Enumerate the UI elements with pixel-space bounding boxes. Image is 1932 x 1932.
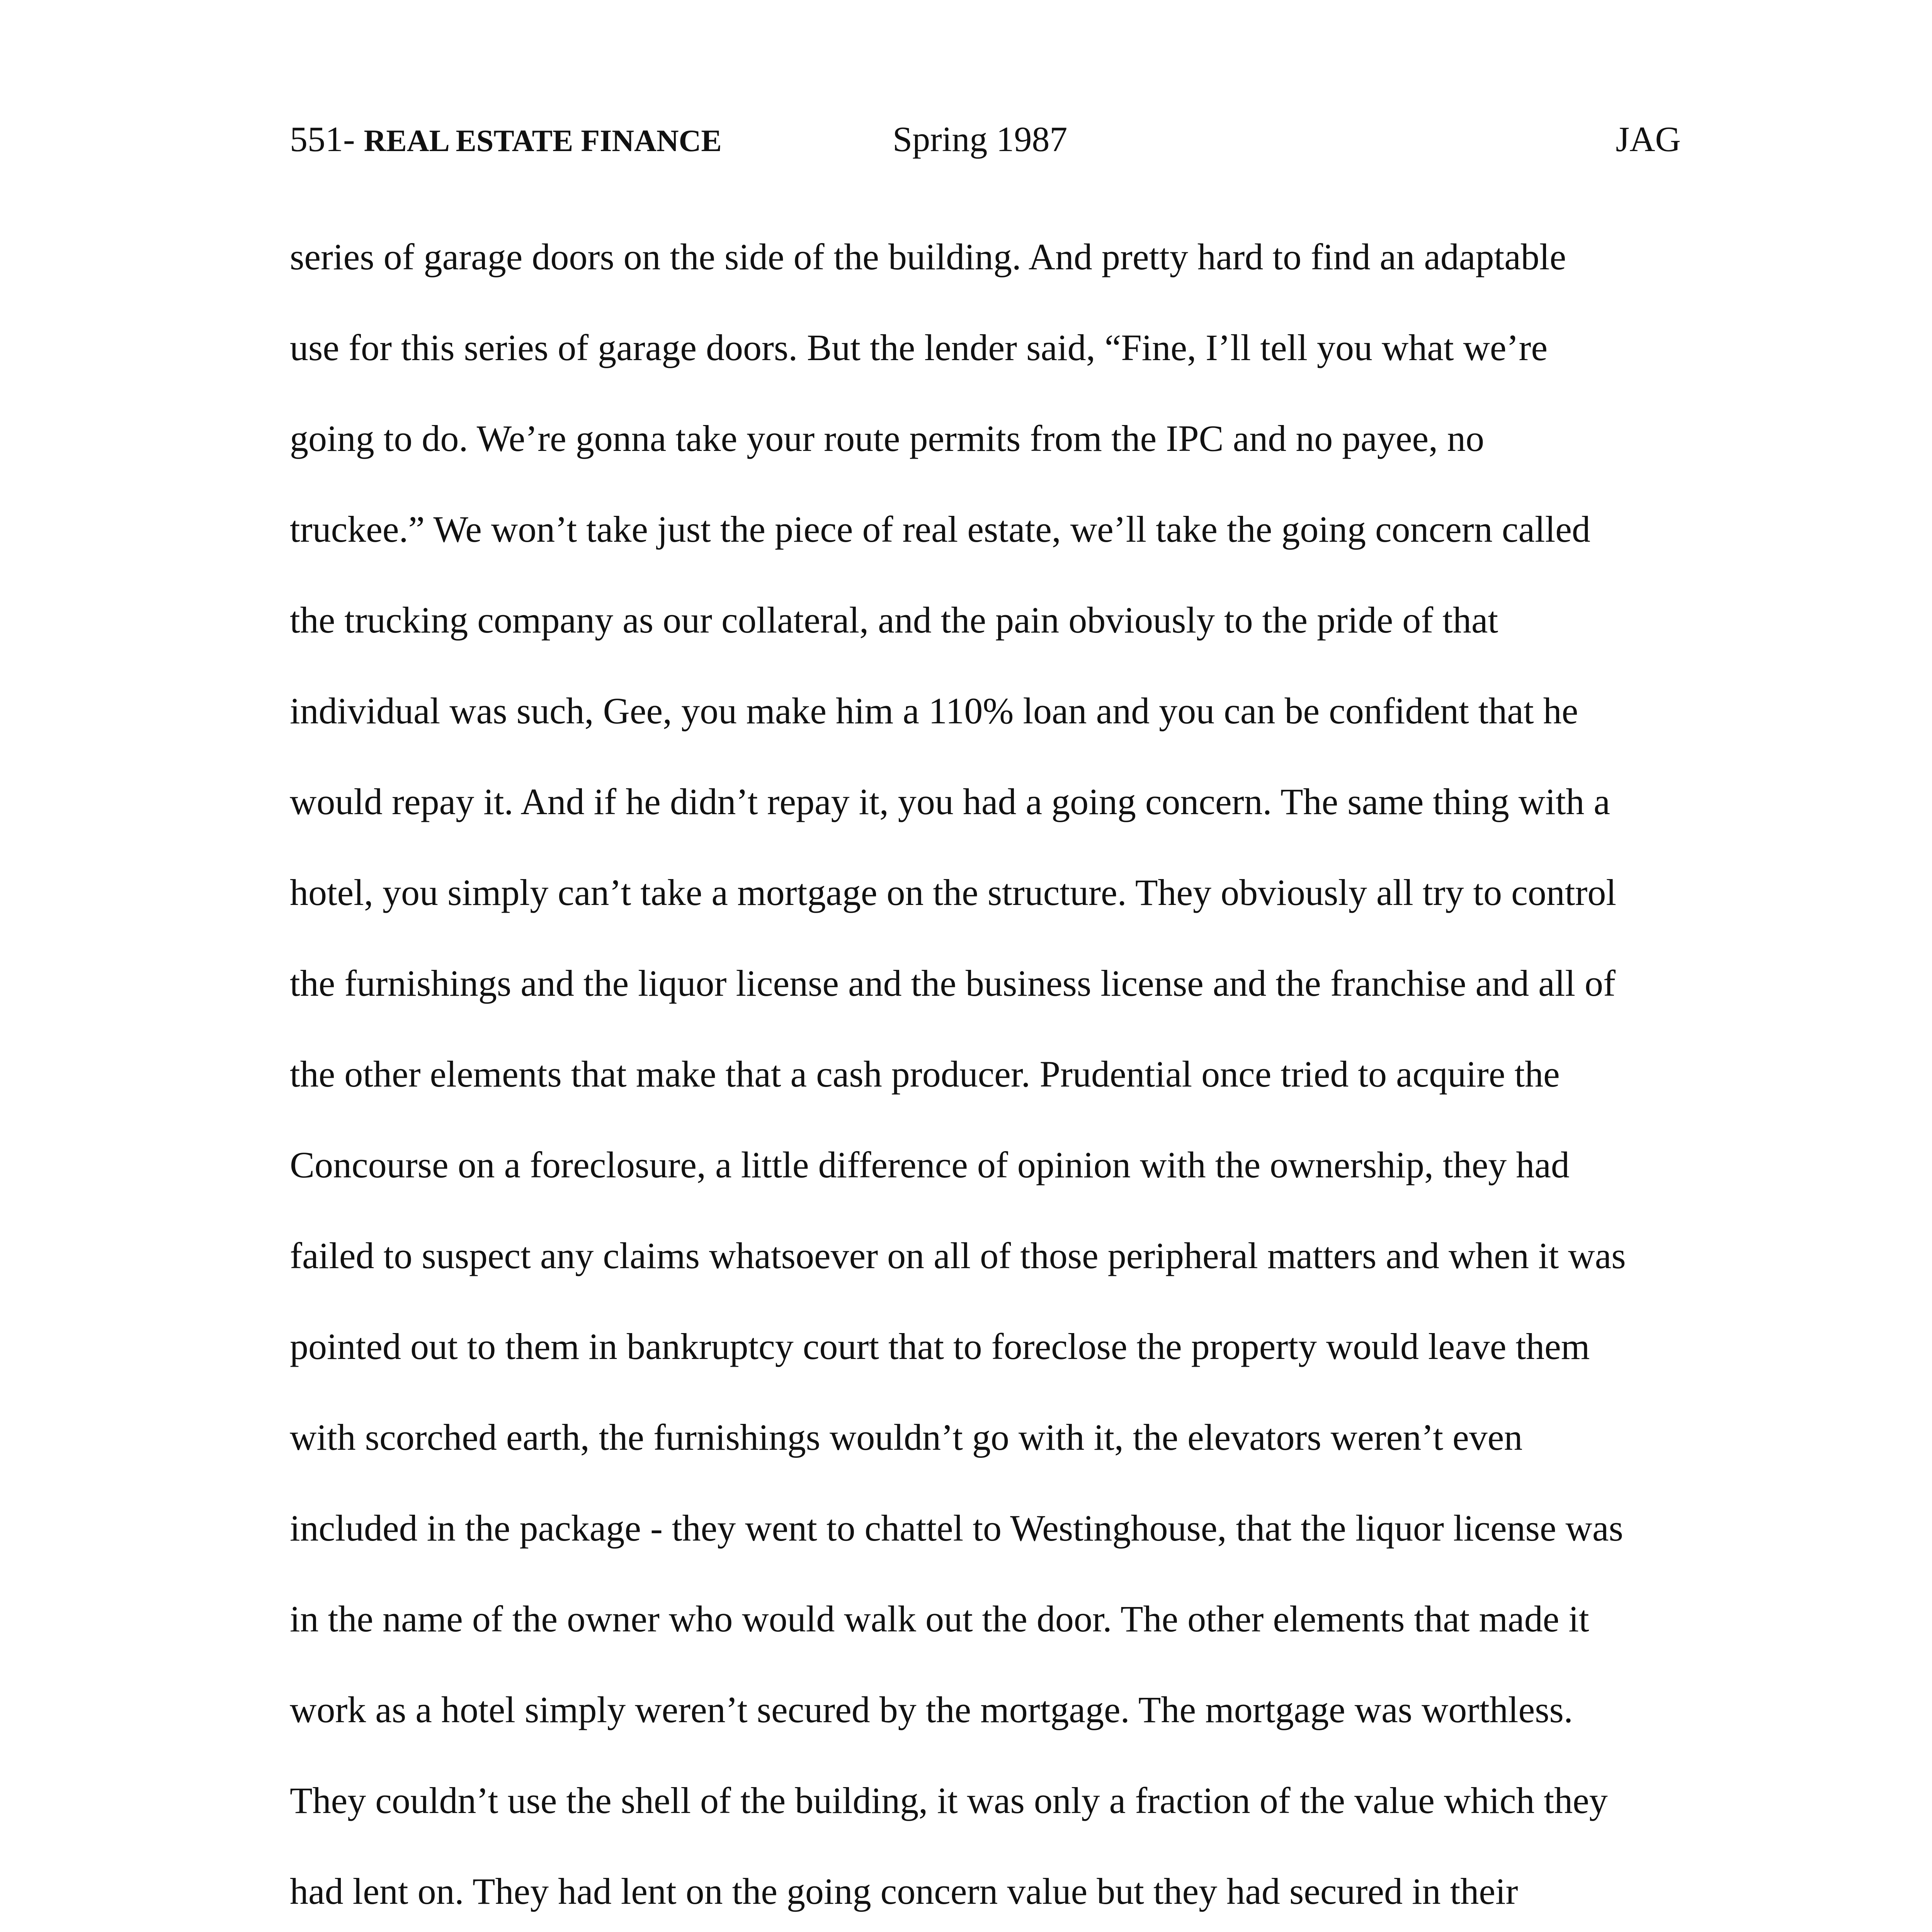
text-line: included in the package - they went to chattel to Westinghouse, that the liquor license was — [290, 1507, 1623, 1549]
text-line: They couldn’t use the shell of the building, it was only a fraction of the value which they — [290, 1780, 1608, 1821]
text-line: would repay it. And if he didn’t repay it, you had a going concern. The same thing with a — [290, 781, 1610, 822]
page-header — [290, 118, 1681, 160]
text-line: had lent on. They had lent on the going concern value but they had secured in their — [290, 1871, 1518, 1912]
text-line: failed to suspect any claims whatsoever on all of those peripheral matters and when it was — [290, 1235, 1626, 1276]
course-title: REAL ESTATE FINANCE — [364, 124, 722, 158]
term-label: Spring 1987 — [893, 119, 1068, 159]
text-line: work as a hotel simply weren’t secured by the mortgage. The mortgage was worthless. — [290, 1689, 1573, 1730]
text-line: truckee.” We won’t take just the piece of real estate, we’ll take the going concern called — [290, 509, 1590, 550]
text-line: individual was such, Gee, you make him a 110% loan and you can be confident that he — [290, 690, 1578, 731]
course-number: 551- — [290, 119, 355, 159]
text-line: hotel, you simply can’t take a mortgage on the structure. They obviously all try to control — [290, 872, 1617, 913]
text-line: with scorched earth, the furnishings wouldn’t go with it, the elevators weren’t even — [290, 1417, 1523, 1458]
text-line: in the name of the owner who would walk out the door. The other elements that made it — [290, 1598, 1589, 1639]
text-line: the trucking company as our collateral, and the pain obviously to the pride of that — [290, 599, 1498, 641]
text-line: use for this series of garage doors. But the lender said, “Fine, I’ll tell you what we’re — [290, 327, 1548, 368]
text-line: going to do. We’re gonna take your route permits from the IPC and no payee, no — [290, 418, 1485, 459]
text-line: pointed out to them in bankruptcy court that to foreclose the property would leave them — [290, 1326, 1590, 1367]
text-line: the other elements that make that a cash producer. Prudential once tried to acquire the — [290, 1053, 1560, 1095]
transcript-body — [290, 236, 1689, 1932]
author-initials: JAG — [1616, 119, 1681, 159]
course-heading — [290, 118, 722, 162]
text-line: Concourse on a foreclosure, a little difference of opinion with the ownership, they had — [290, 1144, 1570, 1185]
text-line: the furnishings and the liquor license and the business license and the franchise and all of — [290, 963, 1616, 1004]
text-line: series of garage doors on the side of the building. And pretty hard to find an adaptable — [290, 236, 1566, 277]
